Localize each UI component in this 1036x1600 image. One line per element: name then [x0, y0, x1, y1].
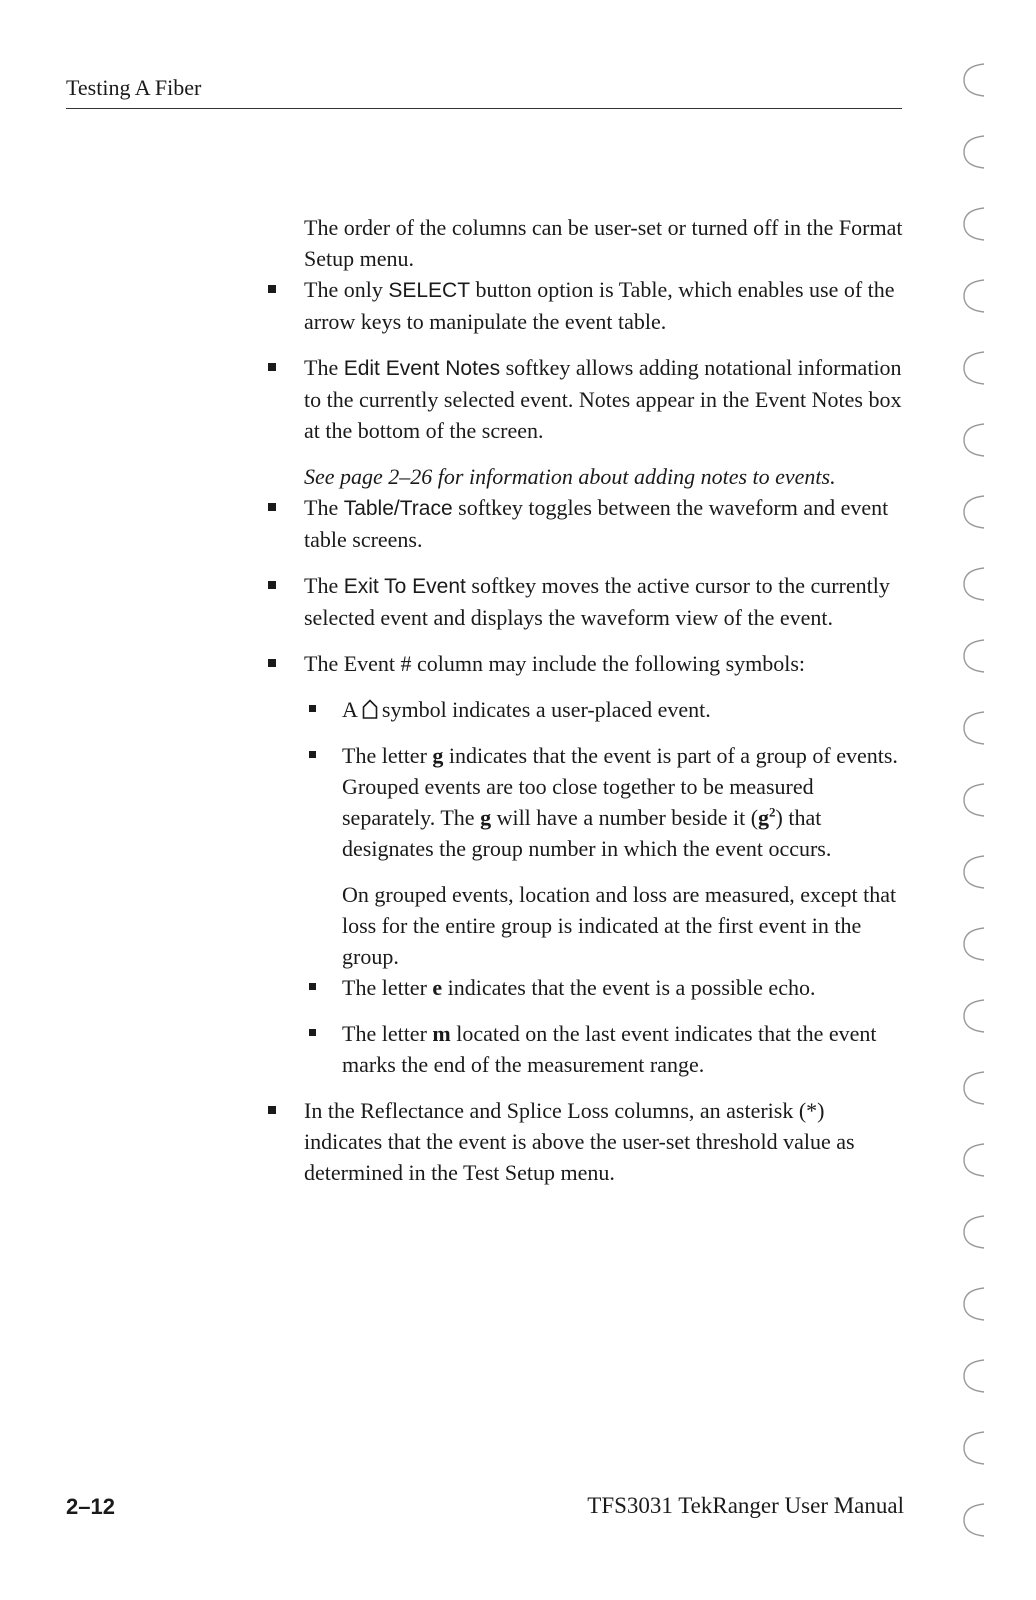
bullet [309, 705, 316, 712]
text: The [304, 573, 344, 598]
sub-item-user-placed [342, 694, 904, 725]
bullet [268, 285, 276, 293]
bullet [309, 751, 316, 758]
bullet [268, 659, 276, 667]
binding-hole-arc [964, 64, 984, 96]
house-outline-icon [362, 699, 378, 719]
sub-list [342, 694, 904, 1080]
text: The letter [342, 1021, 433, 1046]
sub-item-measurement-end [342, 1018, 904, 1080]
text: button option is Table, which enables use of the arrow keys to manipulate the event table. [304, 277, 895, 334]
text: The only [304, 277, 389, 302]
binding-hole-arc [964, 640, 984, 672]
text: indicates that the event is a possible echo. [442, 975, 816, 1000]
bullet [268, 503, 276, 511]
text: The [304, 355, 344, 380]
text: will have a number beside it ( [491, 805, 759, 830]
cross-reference-note: See page 2–26 for information about adding notes to events. [304, 464, 836, 489]
sub-item-group [342, 740, 904, 864]
bullet [268, 581, 276, 589]
intro-paragraph: The order of the columns can be user-set or turned off in the Format Setup menu. [304, 215, 903, 271]
binding-hole-arc [964, 136, 984, 168]
bullet [309, 983, 316, 990]
list-item-edit-event-notes [304, 352, 904, 446]
bullet [309, 1029, 316, 1036]
binding-hole-arc [964, 1144, 984, 1176]
bullet [268, 363, 276, 371]
text: A [342, 697, 358, 722]
ui-term-exit-to-event: Exit To Event [343, 575, 466, 598]
text: The letter [342, 743, 433, 768]
binding-hole-arc [964, 208, 984, 240]
page-body [304, 212, 904, 1203]
text: The Event # column may include the following symbols: [304, 651, 806, 676]
binding-hole-arc [964, 568, 984, 600]
binding-hole-arc [964, 1360, 984, 1392]
binding-hole-arc [964, 712, 984, 744]
symbol-letter: g [480, 805, 492, 830]
bullet [268, 1106, 276, 1114]
binding-hole-arc [964, 496, 984, 528]
list-item-asterisk [304, 1095, 904, 1188]
binding-hole-arc [964, 928, 984, 960]
text: The [304, 495, 344, 520]
symbol-letter: g [432, 743, 444, 768]
text: In the Reflectance and Splice Loss columns, an asterisk (*) indicates that the event is above the user-set threshold value as determined in the Test Setup menu. [304, 1098, 855, 1185]
list-item-event-column [304, 648, 904, 679]
binding-hole-arc [964, 1000, 984, 1032]
binding-hole-arc [964, 1072, 984, 1104]
header-rule [66, 108, 902, 109]
text: ) that designates the group number in which the event occurs. [342, 805, 832, 861]
text: softkey allows adding notational information to the currently selected event. Notes appear in the Event Notes box at the bottom of the screen. [304, 355, 902, 443]
text: softkey moves the active cursor to the currently selected event and displays the waveform view of the event. [304, 573, 890, 630]
text: located on the last event indicates that the event marks the end of the measurement range. [342, 1021, 877, 1077]
ui-term-table-trace: Table/Trace [343, 497, 453, 520]
binding-hole-arc [964, 424, 984, 456]
binding-hole-arc [964, 856, 984, 888]
text: indicates that the event is part of a group of events. Grouped events are too close together to be measured separately. The [342, 743, 898, 830]
symbol-letter: e [432, 975, 443, 1000]
manual-title: TFS3031 TekRanger User Manual [587, 1493, 904, 1518]
list-item-select [304, 274, 904, 337]
text: symbol indicates a user-placed event. [381, 697, 711, 722]
text: The letter [342, 975, 433, 1000]
binding-hole-arc [964, 280, 984, 312]
binding-hole-arc [964, 1504, 984, 1536]
symbol-letter: m [432, 1021, 451, 1046]
ui-term-edit-event-notes: Edit Event Notes [343, 357, 501, 380]
sub-item-echo [342, 972, 904, 1003]
superscript: 2 [769, 804, 776, 820]
list-item-table-trace [304, 492, 904, 555]
list-item-exit-to-event [304, 570, 904, 633]
page-number: 2–12 [66, 1494, 115, 1519]
binding-hole-arc [964, 784, 984, 816]
binding-hole-arc [964, 1432, 984, 1464]
binding-hole-arc [964, 352, 984, 384]
text: softkey toggles between the waveform and event table screens. [304, 495, 889, 552]
ui-term-select: SELECT [388, 279, 471, 302]
binding-hole-arc [964, 1216, 984, 1248]
binding-holes [954, 40, 994, 1580]
symbol-letter: g [758, 805, 770, 830]
binding-hole-arc [964, 1288, 984, 1320]
running-header: Testing A Fiber [66, 75, 202, 100]
group-loss-paragraph: On grouped events, location and loss are measured, except that loss for the entire group is indicated at the first event in the group. [342, 882, 897, 969]
